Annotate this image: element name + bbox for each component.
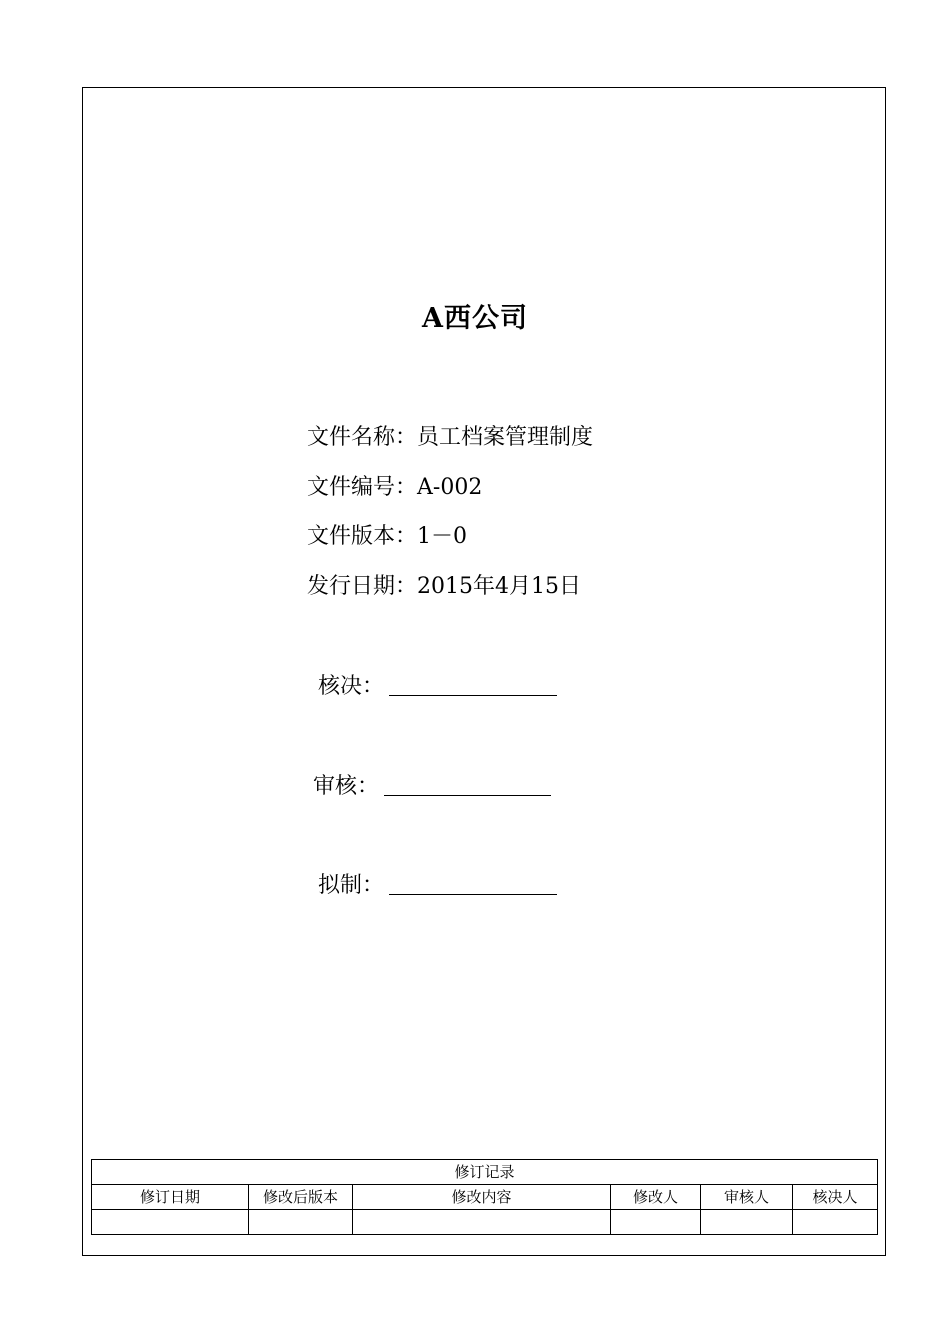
revision-record-table xyxy=(91,1159,878,1235)
header-approver: 核决人 xyxy=(793,1185,878,1210)
issue-date-label: 发行日期： xyxy=(307,574,418,599)
file-name-line xyxy=(307,423,593,453)
review-label: 审核： xyxy=(313,774,380,799)
cell-revised-version[interactable] xyxy=(249,1210,353,1235)
approve-label: 核决： xyxy=(318,674,385,699)
issue-date-line xyxy=(307,572,581,602)
cell-revision-date[interactable] xyxy=(92,1210,249,1235)
header-revised-version: 修改后版本 xyxy=(249,1185,353,1210)
file-number-line xyxy=(307,473,482,503)
revision-header-row xyxy=(92,1185,878,1210)
draft-label: 拟制： xyxy=(318,873,385,898)
file-version-value: 1－0 xyxy=(417,524,468,549)
cell-revision-content[interactable] xyxy=(353,1210,611,1235)
revision-table-title: 修订记录 xyxy=(92,1160,878,1185)
file-version-label: 文件版本： xyxy=(307,524,418,549)
file-number-label: 文件编号： xyxy=(307,475,418,500)
approve-signature-field[interactable] xyxy=(389,695,557,696)
revision-title-row xyxy=(92,1160,878,1185)
header-revision-content: 修改内容 xyxy=(353,1185,611,1210)
cell-reviewer[interactable] xyxy=(701,1210,793,1235)
header-reviewer: 审核人 xyxy=(701,1185,793,1210)
header-reviser: 修改人 xyxy=(611,1185,701,1210)
cell-reviser[interactable] xyxy=(611,1210,701,1235)
file-number-value: A-002 xyxy=(417,475,483,500)
file-version-line xyxy=(307,522,467,552)
company-title: A西公司 xyxy=(422,303,528,334)
page-border xyxy=(82,87,886,1256)
review-signature-field[interactable] xyxy=(384,795,551,796)
issue-date-value: 2015年4月15日 xyxy=(417,574,581,599)
file-name-label: 文件名称： xyxy=(307,425,418,450)
file-name-value: 员工档案管理制度 xyxy=(417,425,594,450)
table-row xyxy=(92,1210,878,1235)
draft-signature-field[interactable] xyxy=(389,894,557,895)
cell-approver[interactable] xyxy=(793,1210,878,1235)
header-revision-date: 修订日期 xyxy=(92,1185,249,1210)
